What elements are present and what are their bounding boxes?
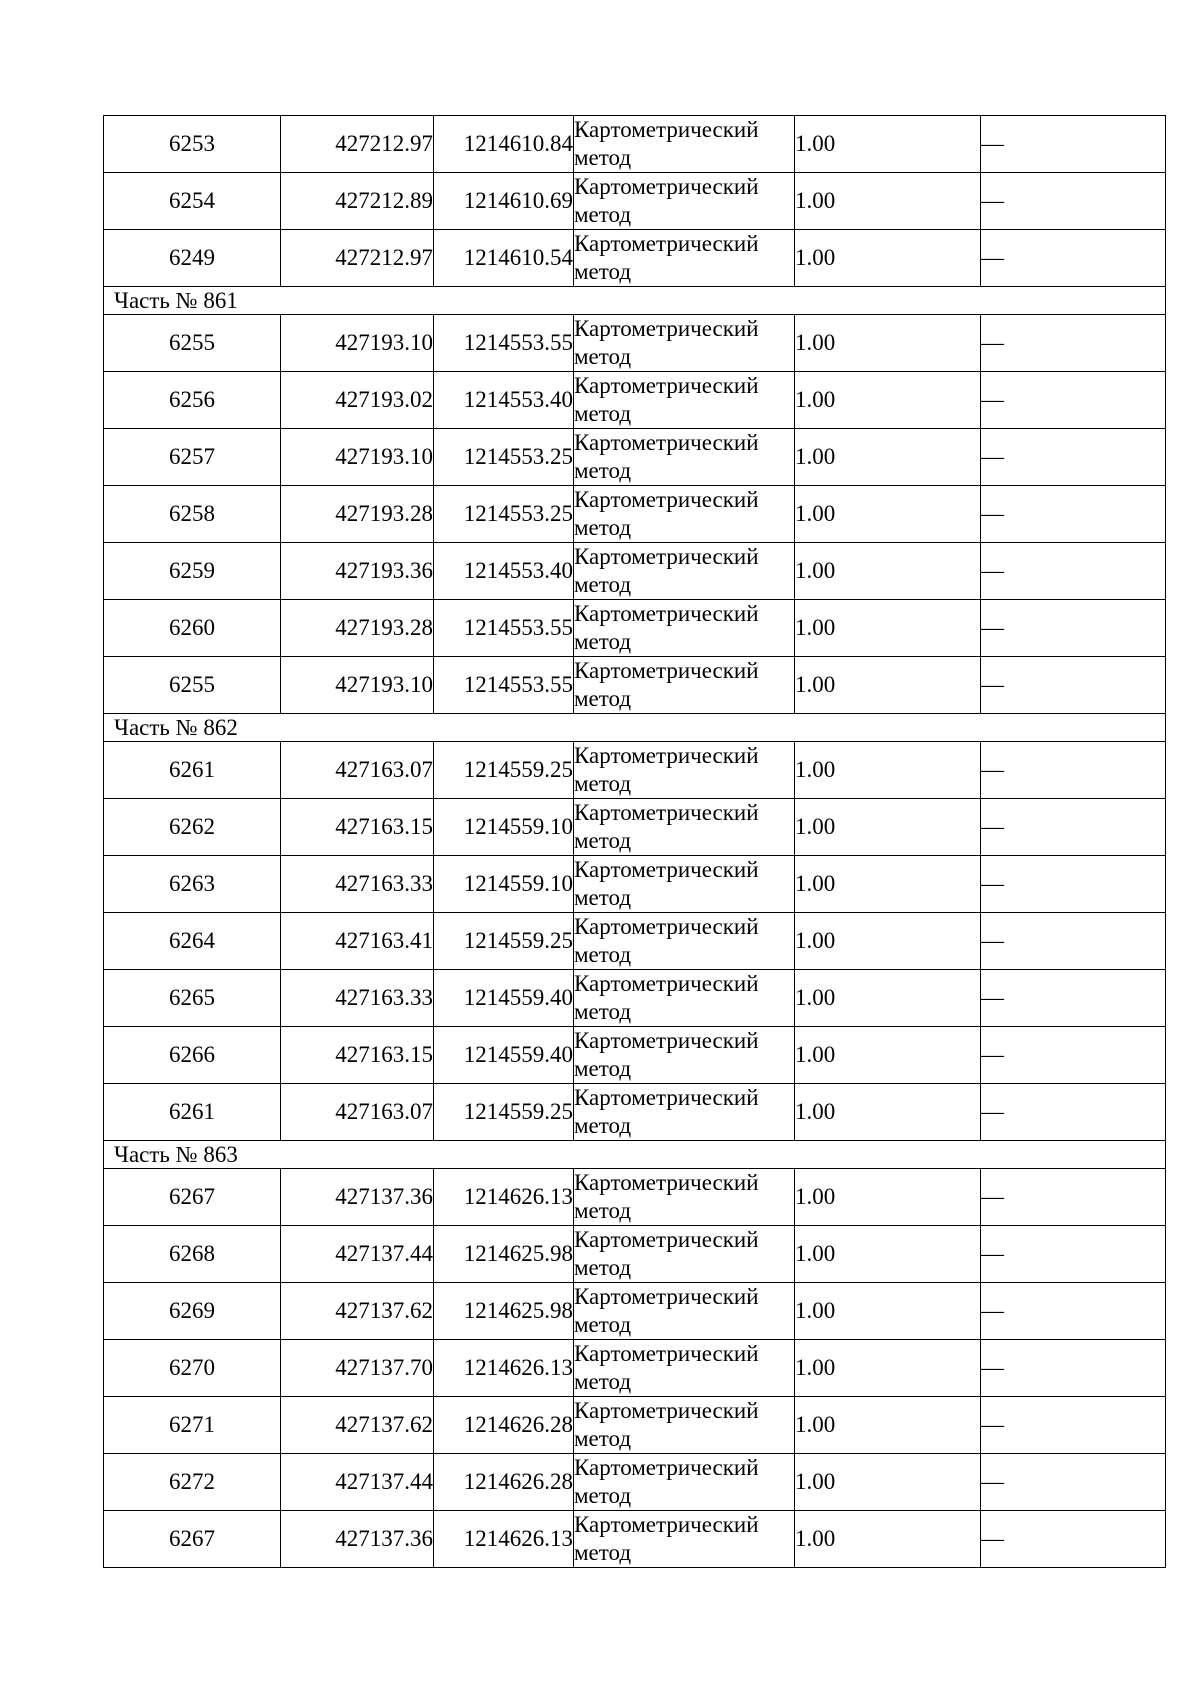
point-id-cell: 6270 <box>104 1340 281 1397</box>
method-line-1: Картометрический <box>574 117 759 142</box>
table-row <box>104 600 1166 657</box>
x-coordinate-cell: 427163.33 <box>281 970 434 1027</box>
y-coordinate-cell: 1214610.54 <box>434 230 574 287</box>
point-id-cell: 6260 <box>104 600 281 657</box>
accuracy-cell: 1.00 <box>795 1226 981 1283</box>
method-cell <box>574 1511 795 1568</box>
dash-mark: — <box>981 672 1004 697</box>
method-line-2: метод <box>574 1312 632 1337</box>
point-id-cell: 6261 <box>104 1084 281 1141</box>
method-line-1: Картометрический <box>574 1512 759 1537</box>
dash-mark: — <box>981 1469 1004 1494</box>
accuracy-cell: 1.00 <box>795 913 981 970</box>
x-coordinate-cell: 427212.97 <box>281 230 434 287</box>
accuracy-cell: 1.00 <box>795 742 981 799</box>
x-coordinate-cell: 427193.10 <box>281 657 434 714</box>
method-cell <box>574 1169 795 1226</box>
description-cell <box>981 230 1166 287</box>
method-line-2: метод <box>574 942 632 967</box>
x-coordinate-cell: 427137.44 <box>281 1226 434 1283</box>
method-line-1: Картометрический <box>574 316 759 341</box>
method-line-1: Картометрический <box>574 1284 759 1309</box>
method-line-2: метод <box>574 629 632 654</box>
description-cell <box>981 1340 1166 1397</box>
method-line-1: Картометрический <box>574 544 759 569</box>
dash-mark: — <box>981 1526 1004 1551</box>
table-row <box>104 856 1166 913</box>
y-coordinate-cell: 1214626.28 <box>434 1454 574 1511</box>
method-line-1: Картометрический <box>574 658 759 683</box>
method-line-2: метод <box>574 1483 632 1508</box>
method-cell <box>574 315 795 372</box>
point-id-cell: 6267 <box>104 1511 281 1568</box>
method-line-1: Картометрический <box>574 231 759 256</box>
description-cell <box>981 1397 1166 1454</box>
dash-mark: — <box>981 871 1004 896</box>
method-line-1: Картометрический <box>574 373 759 398</box>
table-row <box>104 1340 1166 1397</box>
y-coordinate-cell: 1214626.13 <box>434 1169 574 1226</box>
table-row <box>104 372 1166 429</box>
accuracy-cell: 1.00 <box>795 970 981 1027</box>
dash-mark: — <box>981 1412 1004 1437</box>
y-coordinate-cell: 1214559.25 <box>434 1084 574 1141</box>
y-coordinate-cell: 1214559.40 <box>434 970 574 1027</box>
method-cell <box>574 372 795 429</box>
dash-mark: — <box>981 1241 1004 1266</box>
table-row <box>104 1169 1166 1226</box>
method-line-1: Картометрический <box>574 430 759 455</box>
x-coordinate-cell: 427193.28 <box>281 486 434 543</box>
x-coordinate-cell: 427212.97 <box>281 116 434 173</box>
y-coordinate-cell: 1214626.28 <box>434 1397 574 1454</box>
method-line-1: Картометрический <box>574 1341 759 1366</box>
dash-mark: — <box>981 615 1004 640</box>
method-cell <box>574 230 795 287</box>
x-coordinate-cell: 427137.62 <box>281 1283 434 1340</box>
y-coordinate-cell: 1214610.69 <box>434 173 574 230</box>
point-id-cell: 6249 <box>104 230 281 287</box>
x-coordinate-cell: 427137.44 <box>281 1454 434 1511</box>
accuracy-cell: 1.00 <box>795 1084 981 1141</box>
method-cell <box>574 742 795 799</box>
description-cell <box>981 116 1166 173</box>
table-row <box>104 1397 1166 1454</box>
method-line-2: метод <box>574 771 632 796</box>
x-coordinate-cell: 427193.10 <box>281 315 434 372</box>
accuracy-cell: 1.00 <box>795 315 981 372</box>
method-line-1: Картометрический <box>574 1170 759 1195</box>
table-row <box>104 742 1166 799</box>
method-line-2: метод <box>574 686 632 711</box>
table-row <box>104 970 1166 1027</box>
method-line-1: Картометрический <box>574 1085 759 1110</box>
method-line-2: метод <box>574 145 632 170</box>
y-coordinate-cell: 1214559.10 <box>434 799 574 856</box>
part-label: Часть № 862 <box>104 714 1166 742</box>
table-row <box>104 1226 1166 1283</box>
table-row <box>104 1084 1166 1141</box>
description-cell <box>981 372 1166 429</box>
accuracy-cell: 1.00 <box>795 1340 981 1397</box>
x-coordinate-cell: 427163.15 <box>281 1027 434 1084</box>
table-row <box>104 1027 1166 1084</box>
method-cell <box>574 116 795 173</box>
description-cell <box>981 1283 1166 1340</box>
y-coordinate-cell: 1214553.55 <box>434 600 574 657</box>
part-header-row <box>104 714 1166 742</box>
method-line-2: метод <box>574 202 632 227</box>
x-coordinate-cell: 427193.36 <box>281 543 434 600</box>
dash-mark: — <box>981 245 1004 270</box>
point-id-cell: 6255 <box>104 315 281 372</box>
method-line-2: метод <box>574 401 632 426</box>
description-cell <box>981 799 1166 856</box>
x-coordinate-cell: 427193.28 <box>281 600 434 657</box>
method-line-1: Картометрический <box>574 601 759 626</box>
method-cell <box>574 1454 795 1511</box>
x-coordinate-cell: 427193.02 <box>281 372 434 429</box>
method-cell <box>574 913 795 970</box>
description-cell <box>981 1226 1166 1283</box>
x-coordinate-cell: 427137.62 <box>281 1397 434 1454</box>
method-line-1: Картометрический <box>574 1398 759 1423</box>
method-line-2: метод <box>574 1255 632 1280</box>
method-line-1: Картометрический <box>574 914 759 939</box>
point-id-cell: 6271 <box>104 1397 281 1454</box>
accuracy-cell: 1.00 <box>795 429 981 486</box>
y-coordinate-cell: 1214553.25 <box>434 486 574 543</box>
method-line-2: метод <box>574 515 632 540</box>
table-row <box>104 799 1166 856</box>
table-body <box>104 116 1166 1568</box>
dash-mark: — <box>981 1042 1004 1067</box>
method-line-1: Картометрический <box>574 857 759 882</box>
accuracy-cell: 1.00 <box>795 486 981 543</box>
description-cell <box>981 543 1166 600</box>
point-id-cell: 6257 <box>104 429 281 486</box>
method-cell <box>574 1084 795 1141</box>
method-line-2: метод <box>574 828 632 853</box>
point-id-cell: 6261 <box>104 742 281 799</box>
method-line-1: Картометрический <box>574 743 759 768</box>
table-row <box>104 429 1166 486</box>
table-row <box>104 486 1166 543</box>
table-row <box>104 1511 1166 1568</box>
method-cell <box>574 1226 795 1283</box>
description-cell <box>981 486 1166 543</box>
description-cell <box>981 970 1166 1027</box>
method-line-2: метод <box>574 259 632 284</box>
description-cell <box>981 1169 1166 1226</box>
description-cell <box>981 173 1166 230</box>
description-cell <box>981 742 1166 799</box>
dash-mark: — <box>981 1184 1004 1209</box>
x-coordinate-cell: 427163.07 <box>281 742 434 799</box>
point-id-cell: 6259 <box>104 543 281 600</box>
y-coordinate-cell: 1214626.13 <box>434 1340 574 1397</box>
y-coordinate-cell: 1214559.25 <box>434 913 574 970</box>
accuracy-cell: 1.00 <box>795 1397 981 1454</box>
y-coordinate-cell: 1214553.55 <box>434 657 574 714</box>
dash-mark: — <box>981 928 1004 953</box>
table-row <box>104 657 1166 714</box>
description-cell <box>981 913 1166 970</box>
dash-mark: — <box>981 558 1004 583</box>
method-cell <box>574 486 795 543</box>
description-cell <box>981 1027 1166 1084</box>
description-cell <box>981 856 1166 913</box>
method-line-2: метод <box>574 1198 632 1223</box>
method-cell <box>574 970 795 1027</box>
table-row <box>104 913 1166 970</box>
x-coordinate-cell: 427163.07 <box>281 1084 434 1141</box>
dash-mark: — <box>981 330 1004 355</box>
dash-mark: — <box>981 444 1004 469</box>
description-cell <box>981 1084 1166 1141</box>
dash-mark: — <box>981 814 1004 839</box>
dash-mark: — <box>981 131 1004 156</box>
description-cell <box>981 600 1166 657</box>
point-id-cell: 6263 <box>104 856 281 913</box>
method-line-2: метод <box>574 885 632 910</box>
dash-mark: — <box>981 387 1004 412</box>
accuracy-cell: 1.00 <box>795 657 981 714</box>
x-coordinate-cell: 427137.36 <box>281 1511 434 1568</box>
method-cell <box>574 799 795 856</box>
y-coordinate-cell: 1214610.84 <box>434 116 574 173</box>
method-cell <box>574 1397 795 1454</box>
point-id-cell: 6264 <box>104 913 281 970</box>
method-cell <box>574 1340 795 1397</box>
table-row <box>104 1283 1166 1340</box>
dash-mark: — <box>981 1298 1004 1323</box>
accuracy-cell: 1.00 <box>795 1511 981 1568</box>
point-id-cell: 6266 <box>104 1027 281 1084</box>
description-cell <box>981 429 1166 486</box>
part-header-row <box>104 1141 1166 1169</box>
method-cell <box>574 1027 795 1084</box>
table-row <box>104 230 1166 287</box>
method-line-2: метод <box>574 1056 632 1081</box>
point-id-cell: 6265 <box>104 970 281 1027</box>
y-coordinate-cell: 1214559.40 <box>434 1027 574 1084</box>
point-id-cell: 6272 <box>104 1454 281 1511</box>
description-cell <box>981 1454 1166 1511</box>
method-line-1: Картометрический <box>574 971 759 996</box>
method-line-2: метод <box>574 572 632 597</box>
method-line-1: Картометрический <box>574 487 759 512</box>
point-id-cell: 6268 <box>104 1226 281 1283</box>
point-id-cell: 6254 <box>104 173 281 230</box>
point-id-cell: 6256 <box>104 372 281 429</box>
y-coordinate-cell: 1214553.55 <box>434 315 574 372</box>
table-row <box>104 543 1166 600</box>
method-cell <box>574 173 795 230</box>
method-line-1: Картометрический <box>574 174 759 199</box>
accuracy-cell: 1.00 <box>795 1454 981 1511</box>
table-row <box>104 116 1166 173</box>
method-line-2: метод <box>574 344 632 369</box>
method-cell <box>574 657 795 714</box>
method-line-1: Картометрический <box>574 1455 759 1480</box>
accuracy-cell: 1.00 <box>795 1283 981 1340</box>
x-coordinate-cell: 427163.33 <box>281 856 434 913</box>
method-line-1: Картометрический <box>574 800 759 825</box>
accuracy-cell: 1.00 <box>795 799 981 856</box>
coordinates-table <box>103 115 1166 1568</box>
x-coordinate-cell: 427137.36 <box>281 1169 434 1226</box>
description-cell <box>981 657 1166 714</box>
accuracy-cell: 1.00 <box>795 116 981 173</box>
accuracy-cell: 1.00 <box>795 1027 981 1084</box>
method-cell <box>574 856 795 913</box>
table-row <box>104 173 1166 230</box>
table-row <box>104 1454 1166 1511</box>
method-line-2: метод <box>574 458 632 483</box>
x-coordinate-cell: 427137.70 <box>281 1340 434 1397</box>
description-cell <box>981 1511 1166 1568</box>
accuracy-cell: 1.00 <box>795 230 981 287</box>
y-coordinate-cell: 1214559.25 <box>434 742 574 799</box>
dash-mark: — <box>981 757 1004 782</box>
point-id-cell: 6255 <box>104 657 281 714</box>
dash-mark: — <box>981 1099 1004 1124</box>
y-coordinate-cell: 1214625.98 <box>434 1283 574 1340</box>
dash-mark: — <box>981 1355 1004 1380</box>
point-id-cell: 6262 <box>104 799 281 856</box>
method-line-2: метод <box>574 999 632 1024</box>
method-cell <box>574 543 795 600</box>
part-label: Часть № 861 <box>104 287 1166 315</box>
accuracy-cell: 1.00 <box>795 543 981 600</box>
point-id-cell: 6267 <box>104 1169 281 1226</box>
dash-mark: — <box>981 188 1004 213</box>
method-line-2: метод <box>574 1540 632 1565</box>
y-coordinate-cell: 1214626.13 <box>434 1511 574 1568</box>
accuracy-cell: 1.00 <box>795 600 981 657</box>
method-cell <box>574 429 795 486</box>
x-coordinate-cell: 427163.15 <box>281 799 434 856</box>
y-coordinate-cell: 1214553.40 <box>434 543 574 600</box>
x-coordinate-cell: 427212.89 <box>281 173 434 230</box>
dash-mark: — <box>981 501 1004 526</box>
x-coordinate-cell: 427193.10 <box>281 429 434 486</box>
method-line-1: Картометрический <box>574 1227 759 1252</box>
method-cell <box>574 1283 795 1340</box>
accuracy-cell: 1.00 <box>795 372 981 429</box>
accuracy-cell: 1.00 <box>795 1169 981 1226</box>
table-row <box>104 315 1166 372</box>
method-line-2: метод <box>574 1369 632 1394</box>
method-line-2: метод <box>574 1426 632 1451</box>
point-id-cell: 6269 <box>104 1283 281 1340</box>
method-line-2: метод <box>574 1113 632 1138</box>
method-line-1: Картометрический <box>574 1028 759 1053</box>
description-cell <box>981 315 1166 372</box>
y-coordinate-cell: 1214553.40 <box>434 372 574 429</box>
accuracy-cell: 1.00 <box>795 856 981 913</box>
y-coordinate-cell: 1214559.10 <box>434 856 574 913</box>
point-id-cell: 6258 <box>104 486 281 543</box>
dash-mark: — <box>981 985 1004 1010</box>
y-coordinate-cell: 1214553.25 <box>434 429 574 486</box>
x-coordinate-cell: 427163.41 <box>281 913 434 970</box>
y-coordinate-cell: 1214625.98 <box>434 1226 574 1283</box>
part-label: Часть № 863 <box>104 1141 1166 1169</box>
point-id-cell: 6253 <box>104 116 281 173</box>
method-cell <box>574 600 795 657</box>
part-header-row <box>104 287 1166 315</box>
accuracy-cell: 1.00 <box>795 173 981 230</box>
